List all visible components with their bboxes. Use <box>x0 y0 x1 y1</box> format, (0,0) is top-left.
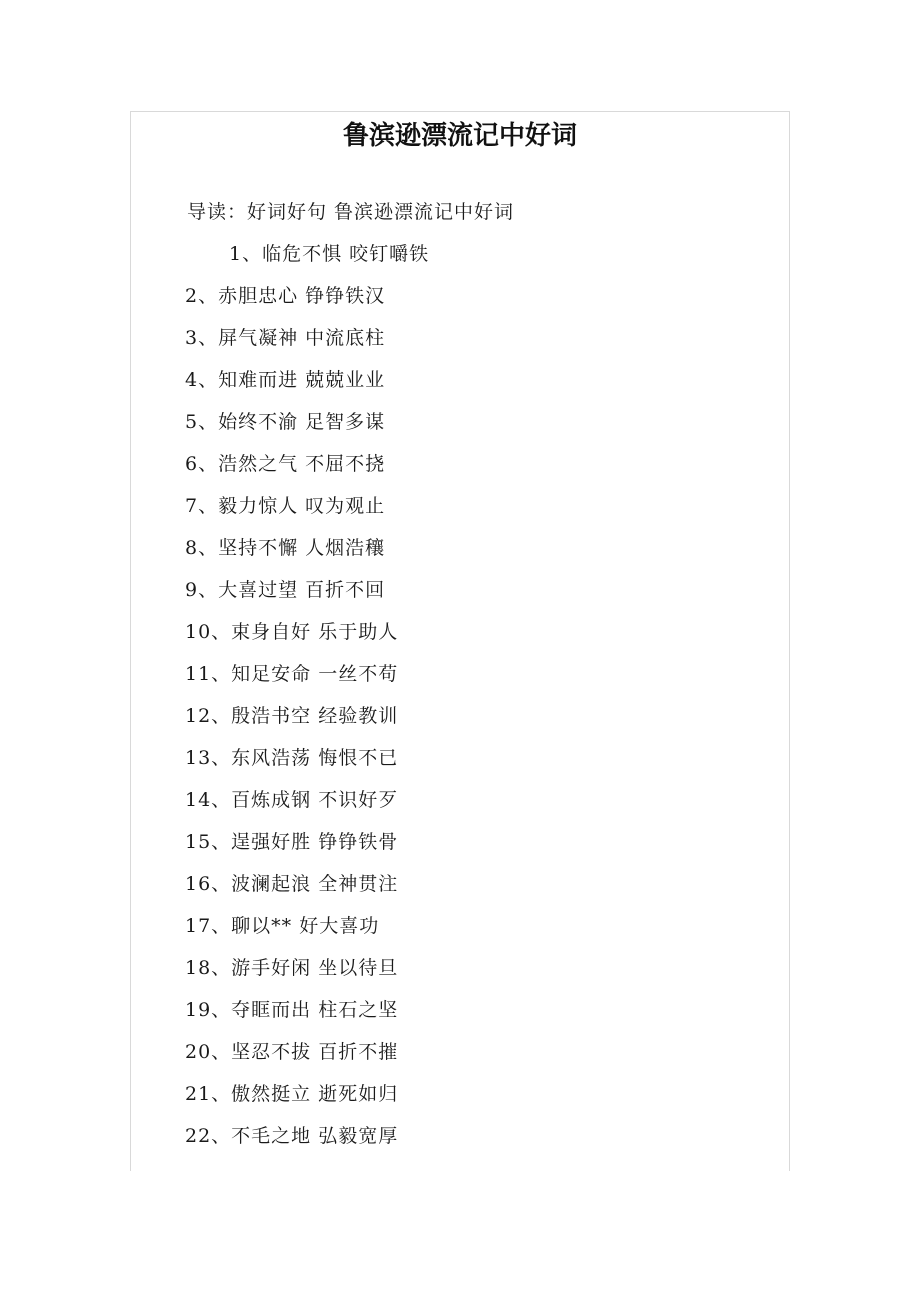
list-item: 16、波澜起浪 全神贯注 <box>185 873 399 895</box>
list-item: 5、始终不渝 足智多谋 <box>185 411 386 433</box>
list-item: 13、东风浩荡 悔恨不已 <box>185 747 399 769</box>
list-item: 9、大喜过望 百折不回 <box>185 579 386 601</box>
list-item: 22、不毛之地 弘毅宽厚 <box>185 1125 399 1147</box>
list-item: 12、殷浩书空 经验教训 <box>185 705 399 727</box>
list-item: 6、浩然之气 不屈不挠 <box>185 453 386 475</box>
list-item: 17、聊以** 好大喜功 <box>185 915 380 937</box>
intro-text: 导读：好词好句 鲁滨逊漂流记中好词 <box>187 201 515 223</box>
list-item: 20、坚忍不拔 百折不摧 <box>185 1041 399 1063</box>
list-item: 11、知足安命 一丝不苟 <box>185 663 399 685</box>
list-item: 14、百炼成钢 不识好歹 <box>185 789 399 811</box>
list-item: 3、屏气凝神 中流底柱 <box>185 327 386 349</box>
list-item: 18、游手好闲 坐以待旦 <box>185 957 399 979</box>
list-item: 10、束身自好 乐于助人 <box>185 621 399 643</box>
list-item: 2、赤胆忠心 铮铮铁汉 <box>185 285 386 307</box>
list-item: 19、夺眶而出 柱石之坚 <box>185 999 399 1021</box>
list-item: 4、知难而进 兢兢业业 <box>185 369 386 391</box>
list-item: 1、临危不惧 咬钉嚼铁 <box>229 243 430 265</box>
list-item: 8、坚持不懈 人烟浩穰 <box>185 537 386 559</box>
list-item: 7、毅力惊人 叹为观止 <box>185 495 386 517</box>
document-title: 鲁滨逊漂流记中好词 <box>342 121 577 151</box>
word-list <box>185 240 429 1164</box>
list-item: 15、逞强好胜 铮铮铁骨 <box>185 831 399 853</box>
list-item: 21、傲然挺立 逝死如归 <box>185 1083 399 1105</box>
